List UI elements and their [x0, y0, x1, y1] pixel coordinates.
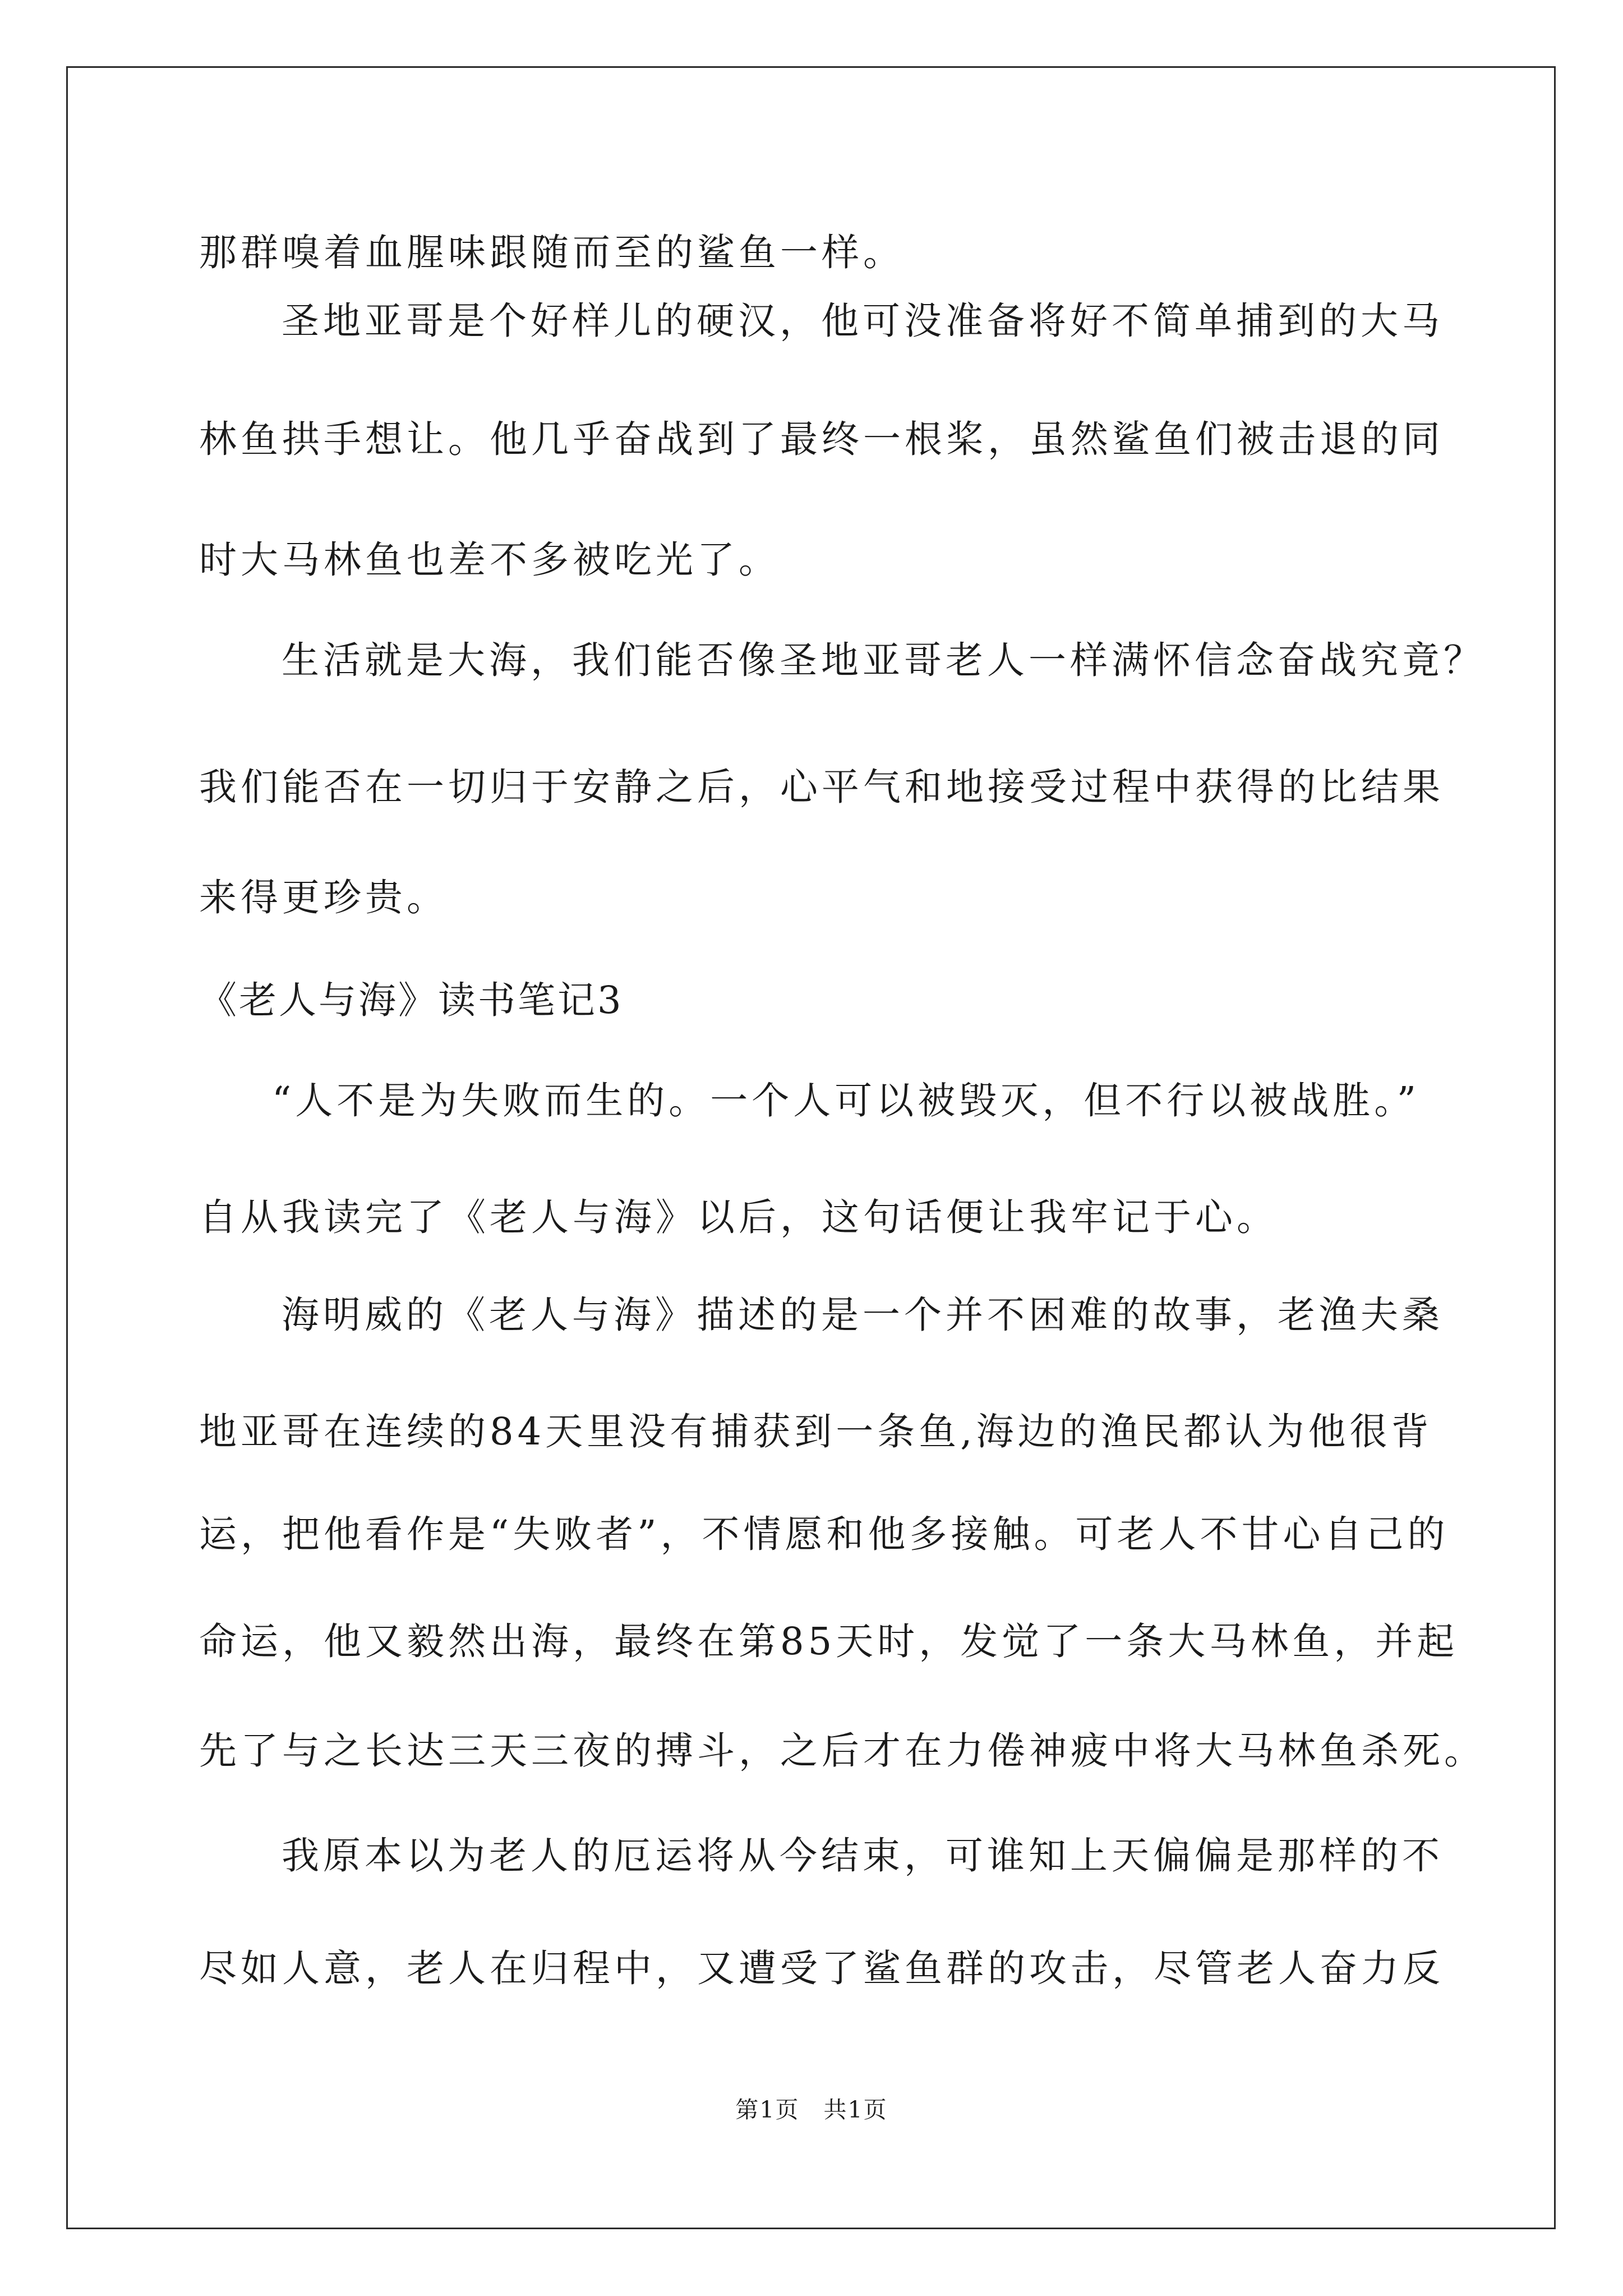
text-line: 我们能否在一切归于安静之后，心平气和地接受过程中获得的比结果: [199, 765, 1444, 809]
text-line: 那群嗅着血腥味跟随而至的鲨鱼一样。: [199, 231, 905, 274]
text-line: 地亚哥在连续的84天里没有捕获到一条鱼,海边的渔民都认为他很背: [199, 1410, 1433, 1453]
text-line: 运，把他看作是“失败者”，不情愿和他多接触。可老人不甘心自己的: [199, 1512, 1449, 1556]
text-line: 林鱼拱手想让。他几乎奋战到了最终一根桨，虽然鲨鱼们被击退的同: [199, 417, 1444, 461]
page-number: 第1页 共1页: [735, 2096, 888, 2123]
text-line: 来得更珍贵。: [199, 876, 448, 919]
section-heading: 《老人与海》读书笔记3: [199, 978, 624, 1022]
paragraph-first-line: 海明威的《老人与海》描述的是一个并不困难的故事，老渔夫桑: [282, 1293, 1444, 1337]
text-line: 自从我读完了《老人与海》以后，这句话便让我牢记于心。: [199, 1195, 1278, 1239]
text-line: 先了与之长达三天三夜的搏斗，之后才在力倦神疲中将大马林鱼杀死。: [199, 1729, 1486, 1773]
text-line: 时大马林鱼也差不多被吃光了。: [199, 538, 780, 582]
quote-line: “人不是为失败而生的。一个人可以被毁灭，但不行以被战胜。”: [272, 1079, 1421, 1122]
paragraph-first-line: 我原本以为老人的厄运将从今结束，可谁知上天偏偏是那样的不: [282, 1834, 1444, 1878]
paragraph-first-line: 生活就是大海，我们能否像圣地亚哥老人一样满怀信念奋战究竟？: [282, 638, 1485, 682]
paragraph-first-line: 圣地亚哥是个好样儿的硬汉，他可没准备将好不简单捕到的大马: [282, 299, 1444, 343]
text-line: 尽如人意，老人在归程中，又遭受了鲨鱼群的攻击，尽管老人奋力反: [199, 1947, 1444, 1990]
page-border: [66, 66, 1556, 2229]
text-line: 命运，他又毅然出海，最终在第85天时，发觉了一条大马林鱼，并起: [199, 1619, 1459, 1663]
